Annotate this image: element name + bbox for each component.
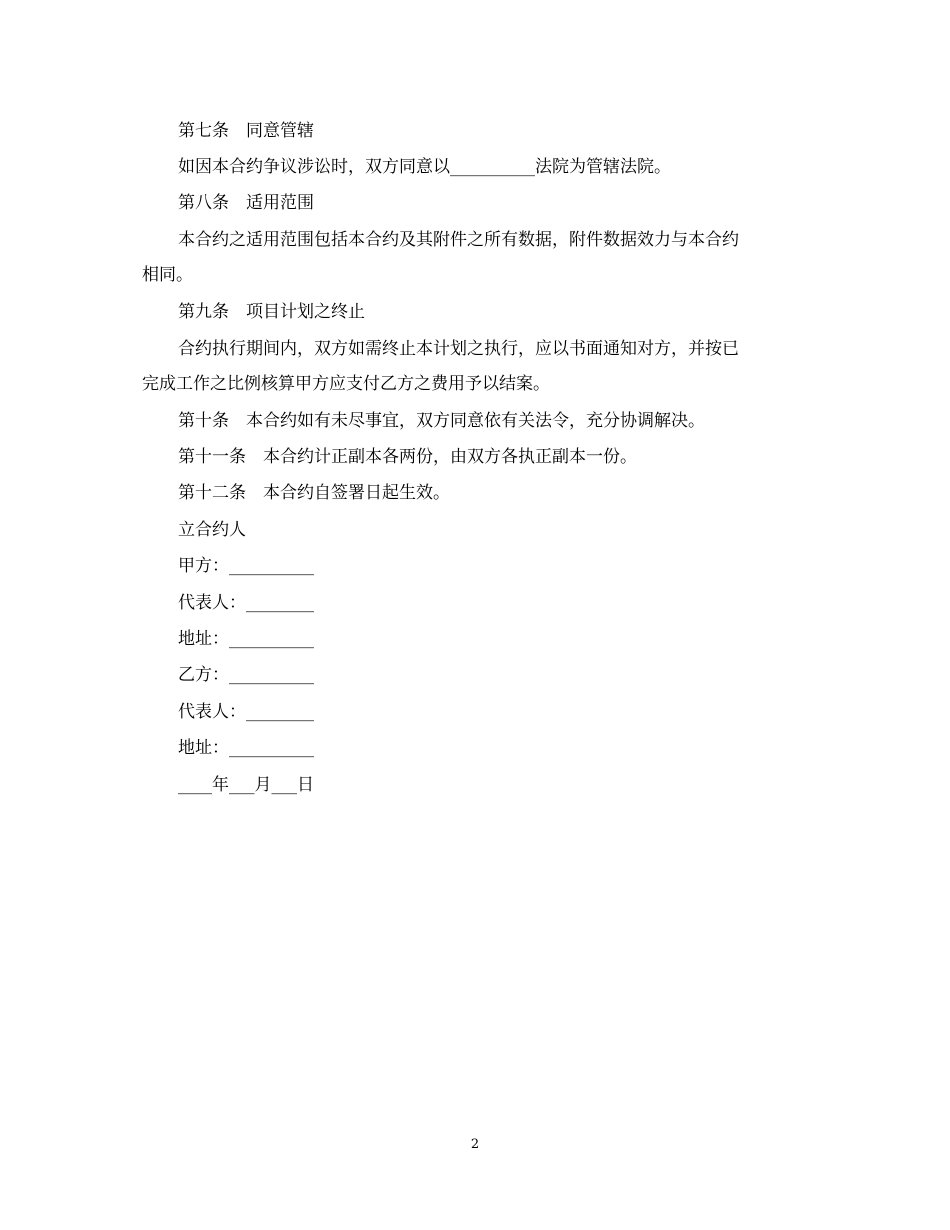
party-a-representative-field: 代表人：________ bbox=[178, 593, 314, 613]
party-b-representative-field: 代表人：________ bbox=[178, 702, 314, 722]
article-7-text: 如因本合约争议涉讼时，双方同意以__________法院为管辖法院。 bbox=[178, 157, 671, 177]
party-a-field: 甲方：__________ bbox=[178, 556, 314, 576]
party-a-address-field: 地址：__________ bbox=[178, 629, 314, 649]
article-11: 第十一条 本合约计正副本各两份，由双方各执正副本一份。 bbox=[178, 447, 637, 467]
article-10: 第十条 本合约如有未尽事宜，双方同意依有关法令，充分协调解决。 bbox=[178, 411, 705, 431]
article-12: 第十二条 本合约自签署日起生效。 bbox=[178, 483, 450, 503]
article-9-text-line2: 完成工作之比例核算甲方应支付乙方之费用予以结案。 bbox=[142, 374, 550, 394]
article-9-text-line1: 合约执行期间内，双方如需终止本计划之执行，应以书面通知对方，并按已 bbox=[178, 339, 739, 359]
party-b-field: 乙方：__________ bbox=[178, 665, 314, 685]
article-8-text-line2: 相同。 bbox=[142, 265, 193, 285]
party-b-address-field: 地址：__________ bbox=[178, 738, 314, 758]
signatories-heading: 立合约人 bbox=[178, 520, 246, 540]
page-number: 2 bbox=[470, 1137, 480, 1152]
article-7-heading: 第七条 同意管辖 bbox=[178, 121, 314, 141]
article-9-heading: 第九条 项目计划之终止 bbox=[178, 302, 365, 322]
article-8-text-line1: 本合约之适用范围包括本合约及其附件之所有数据，附件数据效力与本合约 bbox=[178, 230, 739, 250]
article-8-heading: 第八条 适用范围 bbox=[178, 193, 314, 213]
date-field: ____年___月___日 bbox=[178, 775, 314, 795]
